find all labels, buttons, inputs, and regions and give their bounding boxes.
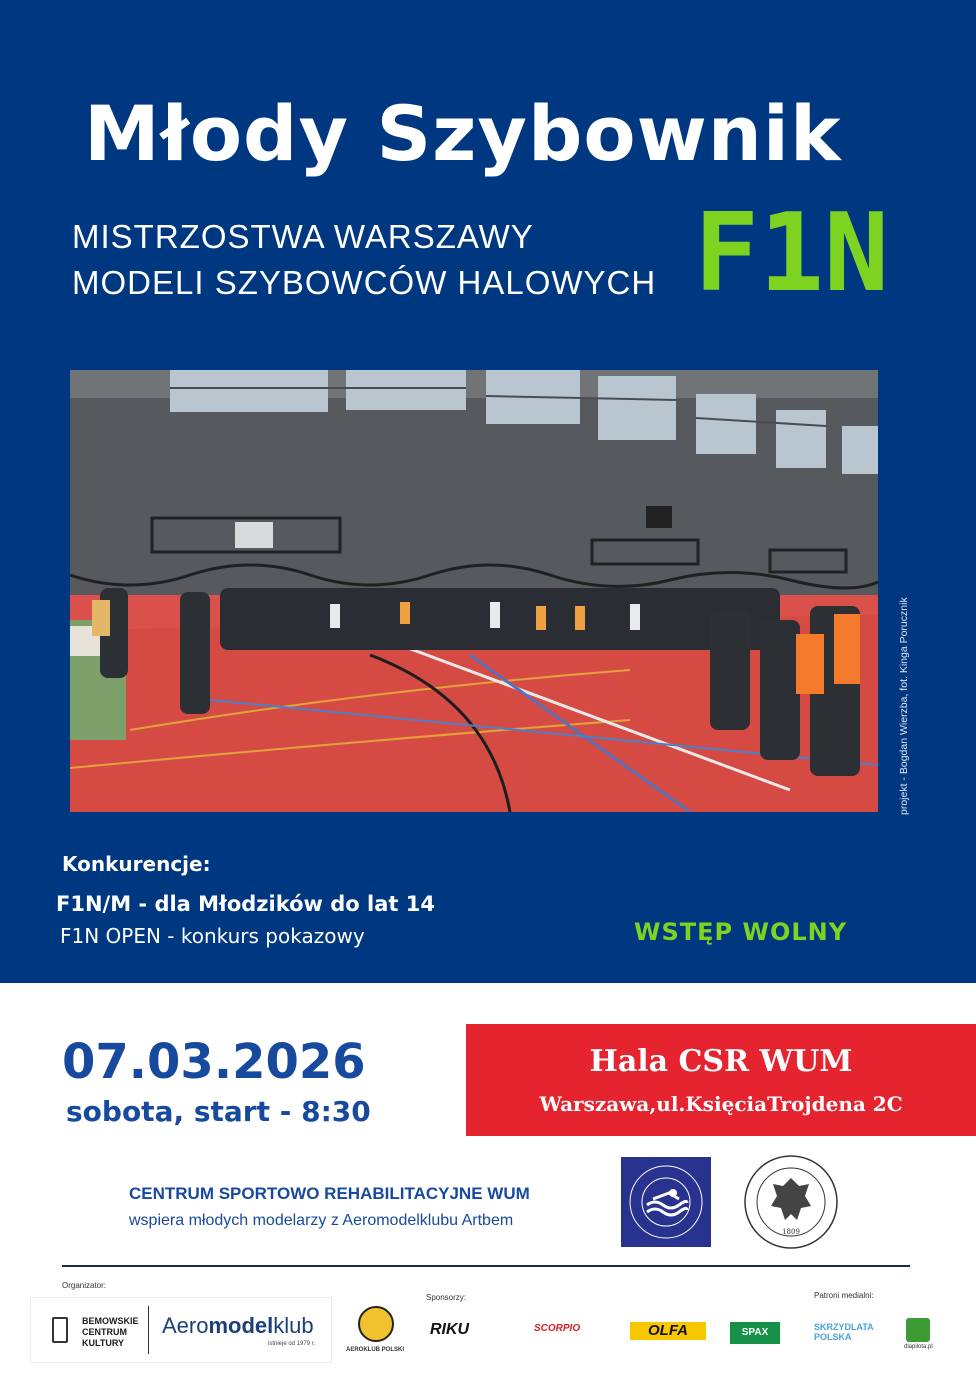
poster-title: Młody Szybownik xyxy=(84,89,842,178)
olfa-logo: OLFA xyxy=(630,1322,706,1340)
bck-line-2: CENTRUM xyxy=(82,1327,127,1337)
skrzydlata-polska-logo: SKRZYDLATA POLSKA xyxy=(814,1322,874,1342)
media-patrons-label: Patroni medialni: xyxy=(814,1291,874,1300)
riku-logo: RIKU xyxy=(430,1321,470,1338)
bck-icon xyxy=(52,1317,68,1343)
bck-logo-text xyxy=(82,1316,139,1349)
venue-box xyxy=(466,1024,976,1136)
bck-line-3: KULTURY xyxy=(82,1338,124,1348)
csr-wum-logo xyxy=(621,1157,711,1247)
dlapilota-icon xyxy=(906,1318,930,1342)
aeroklub-icon xyxy=(358,1306,394,1342)
venue-name: Hala CSR WUM xyxy=(589,1044,853,1079)
subtitle-line-1: MISTRZOSTWA WARSZAWY xyxy=(72,218,534,255)
aero-part-3: klub xyxy=(273,1313,314,1338)
aeromodelklub-since: istnieje od 1979 r. xyxy=(268,1341,316,1347)
organizer-label: Organizator: xyxy=(62,1281,107,1290)
svg-text:1809: 1809 xyxy=(782,1228,800,1236)
university-seal xyxy=(743,1154,839,1250)
organizer-divider xyxy=(148,1306,149,1354)
footer-divider xyxy=(62,1265,910,1267)
aeromodelklub-logo xyxy=(162,1313,314,1339)
bck-line-1: BEMOWSKIE xyxy=(82,1316,139,1326)
event-day-time: sobota, start - 8:30 xyxy=(66,1095,371,1128)
competitions-heading: Konkurencje: xyxy=(62,852,211,876)
aeroklub-label: AEROKLUB POLSKI xyxy=(346,1347,405,1353)
aero-part-2: model xyxy=(208,1313,274,1338)
competition-item-1: F1N/M - dla Młodzików do lat 14 xyxy=(56,892,435,916)
aero-part-1: Aero xyxy=(162,1313,209,1338)
venue-address: Warszawa,ul.KsięciaTrojdena 2C xyxy=(539,1092,903,1116)
event-date: 07.03.2026 xyxy=(62,1034,366,1090)
scorpio-logo: SCORPIO xyxy=(534,1323,581,1334)
photo-credit-text: projekt - Bogdan Wierzba, fot. Kinga Porucznik xyxy=(898,597,910,815)
sponsors-label: Sponsorzy: xyxy=(426,1293,467,1302)
supporter-title: CENTRUM SPORTOWO REHABILITACYJNE WUM xyxy=(129,1184,530,1203)
class-label: F1N xyxy=(694,191,890,316)
subtitle-line-2: MODELI SZYBOWCÓW HALOWYCH xyxy=(72,264,657,301)
dlapilota-label: dlapilota.pl xyxy=(904,1344,933,1350)
competition-item-2: F1N OPEN - konkurs pokazowy xyxy=(60,924,365,948)
photo-credit xyxy=(878,560,918,820)
event-photo xyxy=(70,370,878,812)
spax-logo: SPAX xyxy=(730,1322,780,1344)
admission-note: WSTĘP WOLNY xyxy=(634,918,848,946)
supporter-subtitle: wspiera młodych modelarzy z Aeromodelklubu Artbem xyxy=(129,1212,514,1229)
